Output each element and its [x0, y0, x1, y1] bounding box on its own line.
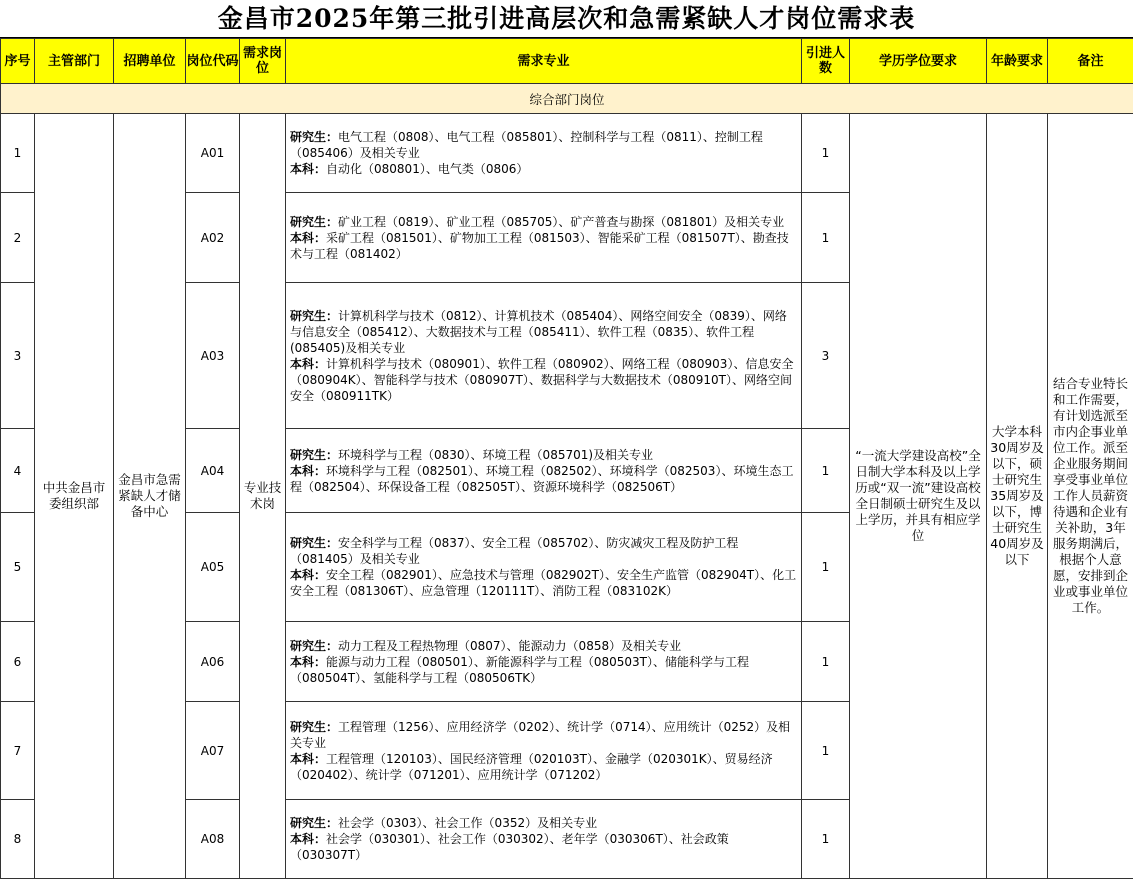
post-cell: 专业技术岗 [240, 114, 286, 879]
header-post: 需求岗位 [240, 39, 286, 84]
grad-majors: 动力工程及工程热物理（0807）、能源动力（0858）及相关专业 [338, 638, 682, 653]
count-cell: 1 [802, 513, 850, 622]
code-cell: A02 [186, 193, 240, 283]
ug-label: 本科： [290, 832, 327, 846]
ug-majors: 采矿工程（081501）、矿物加工工程（081503）、智能采矿工程（081507T）、勘查技术与工程（081402） [290, 230, 789, 261]
dept-cell: 中共金昌市委组织部 [35, 114, 114, 879]
grad-majors: 社会学（0303）、社会工作（0352）及相关专业 [338, 816, 598, 830]
grad-label: 研究生： [290, 719, 339, 734]
header-count: 引进人数 [802, 39, 850, 84]
major-cell [286, 702, 802, 800]
count-cell: 1 [802, 429, 850, 513]
ug-majors: 计算机科学与技术（080901）、软件工程（080902）、网络工程（080903）、信息安全（080904K）、智能科学与技术（080907T）、数据科学与大数据技术（080910T）、网络空间安全（080911TK） [290, 356, 794, 403]
code-cell: A07 [186, 702, 240, 800]
unit-cell: 金昌市急需紧缺人才储备中心 [114, 114, 186, 879]
ug-majors: 环境科学与工程（082501）、环境工程（082502）、环境科学（082503）、环境生态工程（082504）、环保设备工程（082505T）、资源环境科学（082506T） [290, 463, 794, 494]
age-cell: 大学本科30周岁及以下，硕士研究生35周岁及以下，博士研究生40周岁及以下 [987, 114, 1048, 879]
seq-cell: 1 [1, 114, 35, 193]
header-remark: 备注 [1048, 39, 1133, 84]
ug-majors: 安全工程（082901）、应急技术与管理（082902T）、安全生产监管（082904T）、化工安全工程（081306T）、应急管理（120111T）、消防工程（083102K） [290, 568, 797, 598]
grad-label: 研究生： [290, 308, 339, 323]
table-row [1, 114, 1133, 193]
major-cell [286, 283, 802, 429]
count-cell: 1 [802, 193, 850, 283]
section-title: 综合部门岗位 [1, 84, 1133, 114]
ug-majors: 社会学（030301）、社会工作（030302）、老年学（030306T）、社会政策（030307T） [290, 832, 729, 862]
seq-cell: 2 [1, 193, 35, 283]
header-code: 岗位代码 [186, 39, 240, 84]
ug-label: 本科： [290, 751, 327, 766]
major-cell [286, 800, 802, 879]
ug-label: 本科： [290, 568, 327, 582]
job-requirements-table [0, 38, 1133, 879]
count-cell: 1 [802, 114, 850, 193]
grad-label: 研究生： [290, 638, 339, 653]
code-cell: A01 [186, 114, 240, 193]
header-edu: 学历学位要求 [850, 39, 987, 84]
seq-cell: 7 [1, 702, 35, 800]
ug-label: 本科： [290, 162, 327, 176]
ug-label: 本科： [290, 230, 327, 245]
header-dept: 主管部门 [35, 39, 114, 84]
major-cell [286, 622, 802, 702]
count-cell: 3 [802, 283, 850, 429]
grad-majors: 电气工程（0808）、电气工程（085801）、控制科学与工程（0811）、控制工程（085406）及相关专业 [290, 130, 763, 160]
code-cell: A05 [186, 513, 240, 622]
seq-cell: 8 [1, 800, 35, 879]
ug-label: 本科： [290, 356, 327, 371]
ug-label: 本科： [290, 654, 327, 669]
major-cell [286, 429, 802, 513]
page-title: 金昌市2025年第三批引进高层次和急需紧缺人才岗位需求表 [0, 0, 1133, 38]
code-cell: A06 [186, 622, 240, 702]
ug-majors: 能源与动力工程（080501）、新能源科学与工程（080503T）、储能科学与工程（080504T）、氢能科学与工程（080506TK） [290, 654, 749, 685]
header-seq: 序号 [1, 39, 35, 84]
grad-label: 研究生： [290, 536, 339, 550]
header-major: 需求专业 [286, 39, 802, 84]
ug-majors: 自动化（080801）、电气类（0806） [326, 162, 529, 176]
seq-cell: 5 [1, 513, 35, 622]
header-age: 年龄要求 [987, 39, 1048, 84]
code-cell: A04 [186, 429, 240, 513]
section-row [1, 84, 1133, 114]
code-cell: A08 [186, 800, 240, 879]
major-cell [286, 513, 802, 622]
grad-majors: 环境科学与工程（0830）、环境工程（085701)及相关专业 [338, 447, 654, 462]
grad-majors: 安全科学与工程（0837）、安全工程（085702）、防灾减灾工程及防护工程（081405）及相关专业 [290, 536, 739, 566]
count-cell: 1 [802, 800, 850, 879]
grad-label: 研究生： [290, 447, 339, 462]
grad-label: 研究生： [290, 816, 339, 830]
grad-label: 研究生： [290, 214, 339, 229]
ug-majors: 工程管理（120103）、国民经济管理（020103T）、金融学（020301K）、贸易经济（020402）、统计学（071201）、应用统计学（071202） [290, 751, 773, 782]
edu-cell: “一流大学建设高校”全日制大学本科及以上学历或“双一流”建设高校全日制硕士研究生及以上学历，并具有相应学位 [850, 114, 987, 879]
seq-cell: 6 [1, 622, 35, 702]
grad-majors: 矿业工程（0819）、矿业工程（085705）、矿产普查与勘探（081801）及相关专业 [338, 214, 785, 229]
remark-cell: 结合专业特长和工作需要，有计划选派至市内企事业单位工作。派至企业服务期间享受事业单位工作人员薪资待遇和企业有关补助，3年服务期满后，根据个人意愿，安排到企业或事业单位工作。 [1048, 114, 1133, 879]
ug-label: 本科： [290, 463, 327, 478]
grad-label: 研究生： [290, 130, 339, 144]
major-cell [286, 193, 802, 283]
seq-cell: 4 [1, 429, 35, 513]
header-unit: 招聘单位 [114, 39, 186, 84]
grad-majors: 计算机科学与技术（0812）、计算机技术（085404）、网络空间安全（0839）、网络与信息安全（085412）、大数据技术与工程（085411）、软件工程（0835）、软件工程(085405)及相关专业 [290, 308, 787, 355]
grad-majors: 工程管理（1256）、应用经济学（0202）、统计学（0714）、应用统计（0252）及相关专业 [290, 719, 791, 750]
code-cell: A03 [186, 283, 240, 429]
count-cell: 1 [802, 622, 850, 702]
seq-cell: 3 [1, 283, 35, 429]
major-cell [286, 114, 802, 193]
count-cell: 1 [802, 702, 850, 800]
table-header-row [1, 39, 1133, 84]
